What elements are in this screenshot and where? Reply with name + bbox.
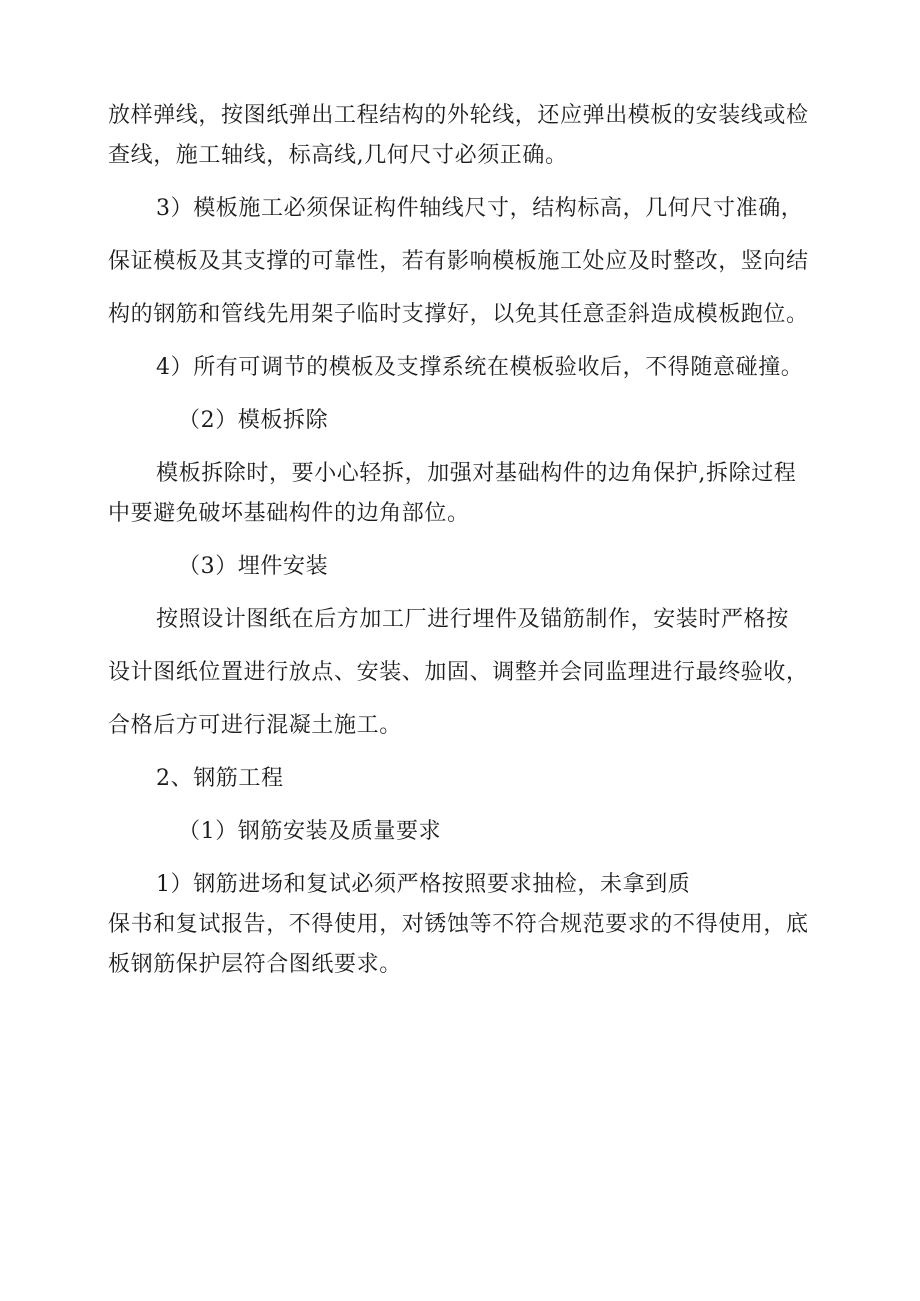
paragraph-line: 4）所有可调节的模板及支撑系统在模板验收后，不得随意碰撞。	[156, 355, 804, 380]
section-heading: （3）埋件安装	[178, 554, 329, 579]
paragraph-gap	[108, 229, 828, 242]
paragraph-line: 放样弹线，按图纸弹出工程结构的外轮线，还应弹出模板的安装线或检	[108, 103, 809, 128]
paragraph-gap	[108, 335, 828, 348]
paragraph-line: 查线，施工轴线，标高线,几何尺寸必须正确。	[108, 143, 568, 168]
paragraph-line: 合格后方可进行混凝土施工。	[108, 713, 402, 738]
paragraph-line: 板钢筋保护层符合图纸要求。	[108, 952, 402, 977]
paragraph-gap	[108, 746, 828, 759]
paragraph-gap	[108, 799, 828, 812]
paragraph-line: 3）模板施工必须保证构件轴线尺寸，结构标高，几何尺寸准确，	[156, 196, 804, 221]
section-heading: （1）钢筋安装及质量要求	[178, 819, 442, 844]
paragraph-gap	[108, 441, 828, 454]
paragraph-gap	[108, 587, 828, 600]
paragraph-gap	[108, 176, 828, 189]
paragraph-gap	[108, 693, 828, 706]
paragraph-gap	[108, 388, 828, 401]
paragraph-gap	[108, 534, 828, 547]
section-heading: 2、钢筋工程	[156, 766, 284, 791]
paragraph-line: 模板拆除时，要小心轻拆，加强对基础构件的边角保护,拆除过程	[156, 461, 797, 486]
paragraph-line: 保书和复试报告，不得使用，对锈蚀等不符合规范要求的不得使用，底	[108, 912, 809, 937]
paragraph-line: 构的钢筋和管线先用架子临时支撑好，以免其任意歪斜造成模板跑位。	[108, 302, 809, 327]
paragraph-line: 1）钢筋进场和复试必须严格按照要求抽检，未拿到质	[156, 872, 691, 897]
paragraph-line: 中要避免破坏基础构件的边角部位。	[108, 501, 470, 526]
paragraph-gap	[108, 852, 828, 865]
document-body	[108, 96, 828, 985]
paragraph-gap	[108, 640, 828, 653]
paragraph-line: 保证模板及其支撑的可靠性，若有影响模板施工处应及时整改，竖向结	[108, 249, 809, 274]
paragraph-gap	[108, 282, 828, 295]
paragraph-line: 设计图纸位置进行放点、安装、加固、调整并会同监理进行最终验收，	[108, 660, 809, 685]
paragraph-line: 按照设计图纸在后方加工厂进行埋件及锚筋制作，安装时严格按	[156, 607, 789, 632]
section-heading: （2）模板拆除	[178, 408, 329, 433]
